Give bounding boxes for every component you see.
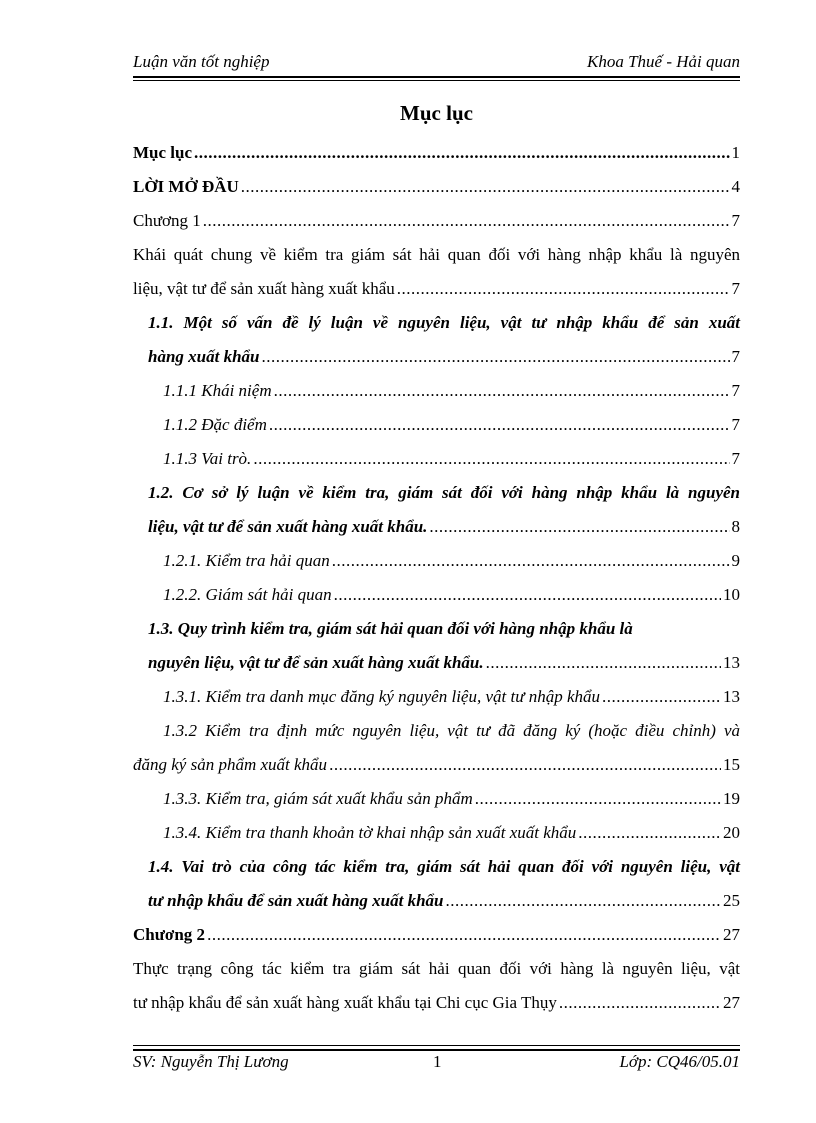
toc-label-line1: 1.3. Quy trình kiểm tra, giám sát hải quan đối với hàng nhập khẩu là xyxy=(148,619,633,638)
toc-label: Chương 1 xyxy=(133,211,201,230)
toc-leader xyxy=(262,340,730,374)
toc-label-line2: nguyên liệu, vật tư để sản xuất hàng xuất khẩu. xyxy=(148,653,484,672)
toc-label: Mục lục xyxy=(133,143,193,162)
toc-leader xyxy=(207,918,721,952)
toc-leader xyxy=(194,136,729,170)
toc-entry-1-4[interactable] xyxy=(148,850,740,918)
toc-page: 7 xyxy=(731,449,740,468)
toc-entry-chuong-2[interactable] xyxy=(133,918,740,952)
toc-leader xyxy=(475,782,721,816)
toc-label: 1.3.4. Kiểm tra thanh khoản tờ khai nhập sản xuất xuất khẩu xyxy=(163,823,577,842)
footer-class: Lớp: CQ46/05.01 xyxy=(619,1052,740,1071)
toc-label: 1.1.1 Khái niệm xyxy=(163,381,272,400)
toc-page: 7 xyxy=(731,279,740,298)
toc-leader xyxy=(332,544,730,578)
toc-entry-chuong-1[interactable] xyxy=(133,204,740,238)
header-right-text: Khoa Thuế - Hải quan xyxy=(587,52,740,71)
toc-page: 7 xyxy=(731,211,740,230)
toc-leader xyxy=(203,204,730,238)
toc-leader xyxy=(329,748,721,782)
toc-entry-1-1[interactable] xyxy=(148,306,740,374)
toc-label-line1: Khái quát chung về kiểm tra giám sát hải quan đối với hàng nhập khẩu là nguyên xyxy=(133,245,740,264)
toc-leader xyxy=(397,272,730,306)
page-footer xyxy=(133,1052,740,1076)
toc-page: 8 xyxy=(731,517,740,536)
toc-entry-1-1-3[interactable] xyxy=(163,442,740,476)
page-header xyxy=(133,52,740,76)
toc-leader xyxy=(578,816,721,850)
toc-label: 1.2.1. Kiểm tra hải quan xyxy=(163,551,330,570)
toc-label-line2: đăng ký sản phẩm xuất khẩu xyxy=(133,755,328,774)
footer-rule-thin xyxy=(133,1045,740,1046)
footer-student-name: SV: Nguyễn Thị Lương xyxy=(133,1052,289,1071)
toc-label-line1: 1.3.2 Kiểm tra định mức nguyên liệu, vật tư đã đăng ký (hoặc điều chỉnh) và xyxy=(163,721,740,740)
toc-label: 1.3.3. Kiểm tra, giám sát xuất khẩu sản phẩm xyxy=(163,789,473,808)
toc-page: 7 xyxy=(731,347,740,366)
page-title: Mục lục xyxy=(400,101,473,125)
toc-entry-1-2-2[interactable] xyxy=(163,578,740,612)
toc-entry-khai-quat[interactable] xyxy=(133,238,740,306)
header-rule-thick xyxy=(133,76,740,78)
toc-leader xyxy=(253,442,729,476)
toc-entry-1-1-2[interactable] xyxy=(163,408,740,442)
toc-label-line2: tư nhập khẩu để sản xuất hàng xuất khẩu tại Chi cục Gia Thụy xyxy=(133,993,557,1012)
toc-label-line1: Thực trạng công tác kiểm tra giám sát hải quan đối với hàng là nguyên liệu, vật xyxy=(133,959,740,978)
toc-page: 7 xyxy=(731,381,740,400)
toc-page: 7 xyxy=(731,415,740,434)
toc-label: LỜI MỞ ĐẦU xyxy=(133,177,239,196)
toc-label-line1: 1.1. Một số vấn đề lý luận về nguyên liệu, vật tư nhập khẩu để sản xuất xyxy=(148,313,740,332)
toc-entry-thuc-trang[interactable] xyxy=(133,952,740,1020)
toc-entry-1-3[interactable] xyxy=(148,612,740,680)
toc-page: 25 xyxy=(723,891,740,910)
toc-page: 1 xyxy=(731,143,740,162)
header-rule-thin xyxy=(133,80,740,81)
toc-page: 13 xyxy=(723,653,740,672)
toc-entry-1-3-3[interactable] xyxy=(163,782,740,816)
header-left-text: Luận văn tốt nghiệp xyxy=(133,52,270,71)
toc-page: 10 xyxy=(723,585,740,604)
footer-rule-thick xyxy=(133,1049,740,1051)
toc-label-line2: hàng xuất khẩu xyxy=(148,347,260,366)
toc-label-line1: 1.4. Vai trò của công tác kiểm tra, giám sát hải quan đối với nguyên liệu, vật xyxy=(148,857,740,876)
toc-leader xyxy=(486,646,721,680)
toc-entry-1-3-1[interactable] xyxy=(163,680,740,714)
toc-entry-1-2-1[interactable] xyxy=(163,544,740,578)
toc-label: 1.1.3 Vai trò. xyxy=(163,449,252,468)
toc-label: 1.3.1. Kiểm tra danh mục đăng ký nguyên liệu, vật tư nhập khẩu xyxy=(163,687,601,706)
toc-page: 19 xyxy=(723,789,740,808)
toc-entry-1-3-2[interactable] xyxy=(133,714,740,782)
toc-leader xyxy=(241,170,730,204)
toc-leader xyxy=(334,578,721,612)
toc-page: 27 xyxy=(723,993,740,1012)
toc-label-line2: liệu, vật tư để sản xuất hàng xuất khẩu. xyxy=(148,517,428,536)
toc-entry-1-1-1[interactable] xyxy=(163,374,740,408)
toc-label: Chương 2 xyxy=(133,925,206,944)
toc-label-line1: 1.2. Cơ sở lý luận về kiểm tra, giám sát đối với hàng nhập khẩu là nguyên xyxy=(148,483,740,502)
toc-label-line2: tư nhập khẩu để sản xuất hàng xuất khẩu xyxy=(148,891,444,910)
toc-leader xyxy=(274,374,730,408)
toc-label: 1.2.2. Giám sát hải quan xyxy=(163,585,332,604)
toc-page: 15 xyxy=(723,755,740,774)
toc-leader xyxy=(269,408,730,442)
toc-page: 9 xyxy=(731,551,740,570)
toc-page: 20 xyxy=(723,823,740,842)
toc-entry-1-2[interactable] xyxy=(148,476,740,544)
toc-label: 1.1.2 Đặc điểm xyxy=(163,415,267,434)
toc-page: 4 xyxy=(731,177,740,196)
toc-entry-muc-luc[interactable] xyxy=(133,136,740,170)
toc-page: 27 xyxy=(723,925,740,944)
toc-leader xyxy=(559,986,721,1020)
toc-leader xyxy=(602,680,721,714)
toc-page: 13 xyxy=(723,687,740,706)
toc-entry-loi-mo-dau[interactable] xyxy=(133,170,740,204)
toc-entry-1-3-4[interactable] xyxy=(163,816,740,850)
toc-leader xyxy=(446,884,721,918)
toc-label-line2: liệu, vật tư để sản xuất hàng xuất khẩu xyxy=(133,279,395,298)
toc-leader xyxy=(429,510,729,544)
footer-page-number: 1 xyxy=(433,1052,442,1071)
